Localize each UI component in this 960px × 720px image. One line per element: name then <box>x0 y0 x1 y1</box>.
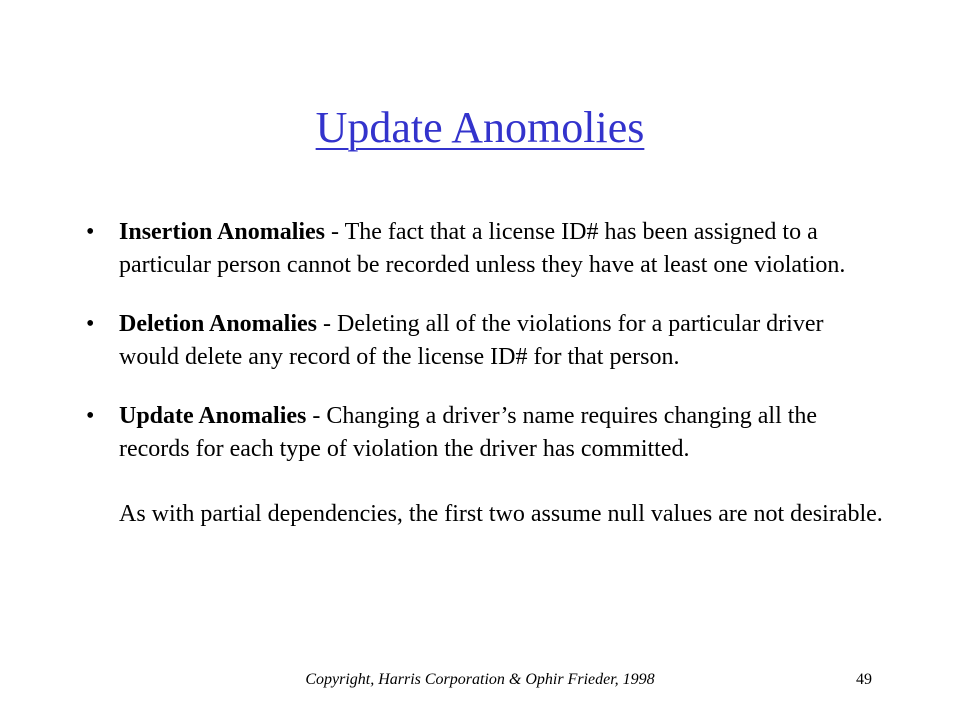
closing-note: As with partial dependencies, the first two assume null values are not desirable. <box>119 501 883 527</box>
bullet-term: Insertion Anomalies <box>119 219 326 245</box>
slide-body <box>86 216 886 531</box>
bullet-item-deletion <box>86 308 886 374</box>
bullet-icon: • <box>86 219 95 245</box>
bullet-text: - The fact that a license ID# has been assigned to a particular person cannot be recorded unless they have at least one violation. <box>119 219 846 278</box>
copyright-text: Copyright, Harris Corporation & Ophir Frieder, 1998 <box>305 671 655 688</box>
bullet-term: Update Anomalies <box>119 403 307 429</box>
bullet-item-insertion <box>86 216 886 282</box>
bullet-text: - Deleting all of the violations for a particular driver would delete any record of the license ID# for that person. <box>119 311 824 370</box>
bullet-item-update <box>86 400 886 466</box>
slide-title-link[interactable]: Update Anomolies <box>315 103 645 152</box>
slide-title <box>0 100 960 156</box>
bullet-icon: • <box>86 403 95 429</box>
bullet-text: - Changing a driver’s name requires changing all the records for each type of violation the driver has committed. <box>119 403 818 462</box>
page-number: 49 <box>856 671 872 688</box>
bullet-term: Deletion Anomalies <box>119 311 317 337</box>
bullet-icon: • <box>86 311 95 337</box>
